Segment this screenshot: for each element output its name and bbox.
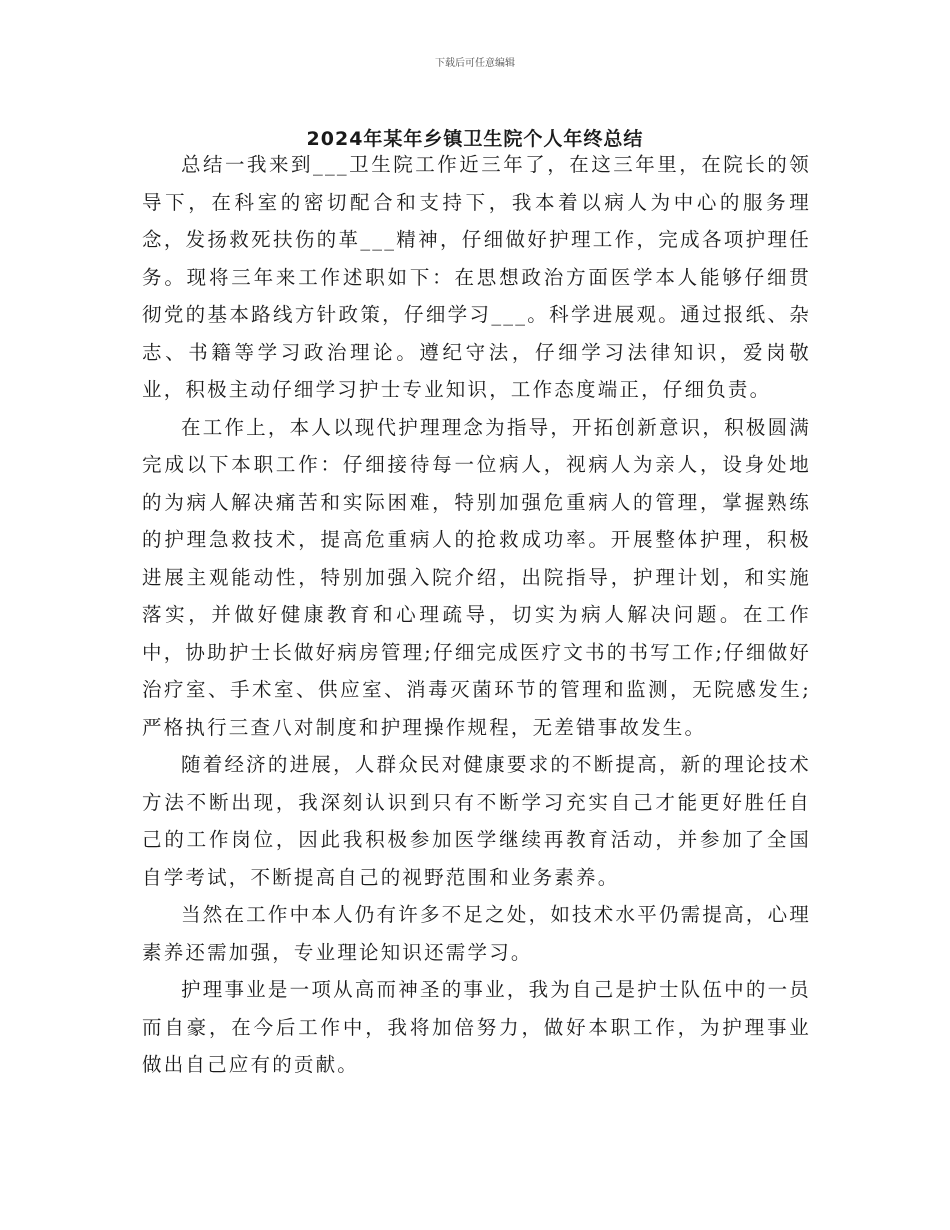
document-body xyxy=(142,146,811,1084)
paragraph-1: 总结一我来到___卫生院工作近三年了，在这三年里，在院长的领导下，在科室的密切配合和支持下，我本着以病人为中心的服务理念，发扬救死扶伤的革___精神，仔细做好护理工作，完成各项护理任务。现将三年来工作述职如下：在思想政治方面医学本人能够仔细贯彻党的基本路线方针政策，仔细学习___。科学进展观。通过报纸、杂志、书籍等学习政治理论。遵纪守法，仔细学习法律知识，爱岗敬业，积极主动仔细学习护士专业知识，工作态度端正，仔细负责。 xyxy=(142,153,811,401)
header-note: 下载后可任意编辑 xyxy=(435,58,515,69)
paragraph-4: 当然在工作中本人仍有许多不足之处，如技术水平仍需提高，心理素养还需加强，专业理论知识还需学习。 xyxy=(142,903,811,964)
paragraph-2: 在工作上，本人以现代护理理念为指导，开拓创新意识，积极圆满完成以下本职工作：仔细接待每一位病人，视病人为亲人，设身处地的为病人解决痛苦和实际困难，特别加强危重病人的管理，掌握熟练的护理急救技术，提高危重病人的抢救成功率。开展整体护理，积极进展主观能动性，特别加强入院介绍，出院指导，护理计划，和实施落实，并做好健康教育和心理疏导，切实为病人解决问题。在工作中，协助护士长做好病房管理;仔细完成医疗文书的书写工作;仔细做好治疗室、手术室、供应室、消毒灭菌环节的管理和监测，无院感发生;严格执行三查八对制度和护理操作规程，无差错事故发生。 xyxy=(142,415,811,739)
paragraph-3: 随着经济的进展，人群众民对健康要求的不断提高，新的理论技术方法不断出现，我深刻认识到只有不断学习充实自己才能更好胜任自己的工作岗位，因此我积极参加医学继续再教育活动，并参加了全国自学考试，不断提高自己的视野范围和业务素养。 xyxy=(142,753,811,889)
paragraph-5: 护理事业是一项从高而神圣的事业，我为自己是护士队伍中的一员而自豪，在今后工作中，我将加倍努力，做好本职工作，为护理事业做出自己应有的贡献。 xyxy=(142,978,811,1076)
document-title: 2024年某年乡镇卫生院个人年终总结 xyxy=(306,128,644,150)
